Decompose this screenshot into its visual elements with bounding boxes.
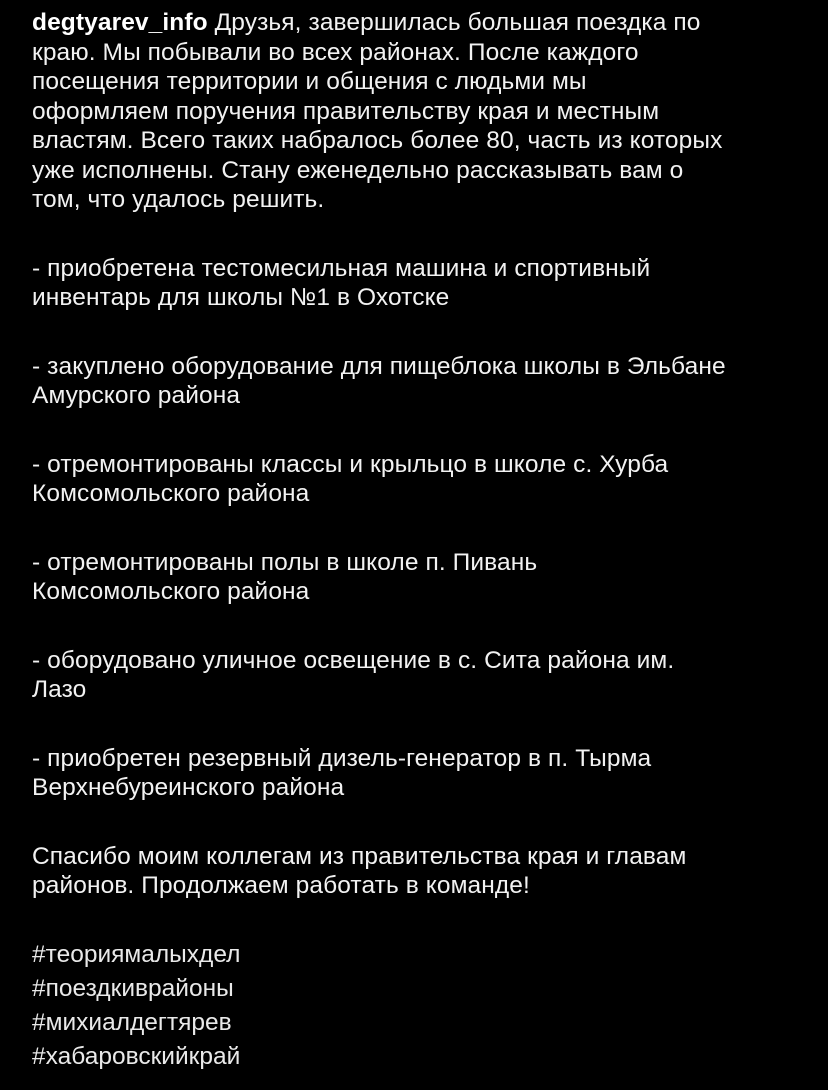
caption-intro-line: властям. Всего таких набралось более 80, часть из которых: [32, 127, 723, 154]
hashtag-list: [32, 938, 240, 1074]
paragraph-gap: [32, 705, 802, 744]
caption-text: Друзья, завершилась большая поездка по: [214, 9, 701, 36]
paragraph-gap: [32, 215, 802, 254]
list-item: [32, 254, 802, 313]
list-item-line: Комсомольского района: [32, 578, 310, 605]
caption-intro-line: краю. Мы побывали во всех районах. После каждого: [32, 38, 639, 66]
list-item-line: - приобретена тестомесильная машина и спортивный: [32, 254, 651, 282]
list-item-line: Комсомольского района: [32, 480, 310, 507]
paragraph-gap: [32, 803, 802, 842]
closing-paragraph: [32, 842, 802, 901]
list-item: [32, 744, 802, 803]
list-item-line: инвентарь для школы №1 в Охотске: [32, 284, 450, 311]
username-link[interactable]: degtyarev_info: [32, 9, 208, 36]
closing-line: районов. Продолжаем работать в команде!: [32, 872, 530, 899]
paragraph-gap: [32, 313, 802, 352]
list-item: [32, 548, 802, 607]
list-item-line: Амурского района: [32, 382, 241, 409]
list-item-line: - приобретен резервный дизель-генератор в п. Тырма: [32, 744, 652, 772]
caption-intro: [32, 8, 802, 215]
caption-intro-line: оформляем поручения правительству края и местным: [32, 97, 660, 125]
caption-intro-line: уже исполнены. Стану еженедельно рассказывать вам о: [32, 156, 684, 184]
paragraph-gap: [32, 411, 802, 450]
list-item: [32, 352, 802, 411]
list-item: [32, 646, 802, 705]
list-item-line: - отремонтированы классы и крыльцо в школе с. Хурба: [32, 450, 669, 478]
list-item-line: Лазо: [32, 676, 87, 703]
list-item-line: Верхнебуреинского района: [32, 774, 345, 801]
caption-intro-line: том, что удалось решить.: [32, 186, 325, 213]
list-item-line: - оборудовано уличное освещение в с. Сита района им.: [32, 646, 675, 674]
list-item-line: - закуплено оборудование для пищеблока школы в Эльбане: [32, 352, 726, 380]
paragraph-gap: [32, 607, 802, 646]
hashtag-link[interactable]: #поездкиврайоны: [32, 975, 234, 1002]
caption-intro-line: [32, 8, 802, 38]
list-item-line: - отремонтированы полы в школе п. Пивань: [32, 548, 538, 576]
list-item: [32, 450, 802, 509]
post-caption: [32, 8, 802, 901]
paragraph-gap: [32, 509, 802, 548]
closing-line: Спасибо моим коллегам из правительства края и главам: [32, 842, 687, 870]
hashtag-link[interactable]: #михиалдегтярев: [32, 1009, 232, 1036]
caption-intro-line: посещения территории и общения с людьми мы: [32, 68, 587, 95]
hashtag-link[interactable]: #теориямалыхдел: [32, 941, 241, 968]
hashtag-link[interactable]: #хабаровскийкрай: [32, 1043, 241, 1070]
